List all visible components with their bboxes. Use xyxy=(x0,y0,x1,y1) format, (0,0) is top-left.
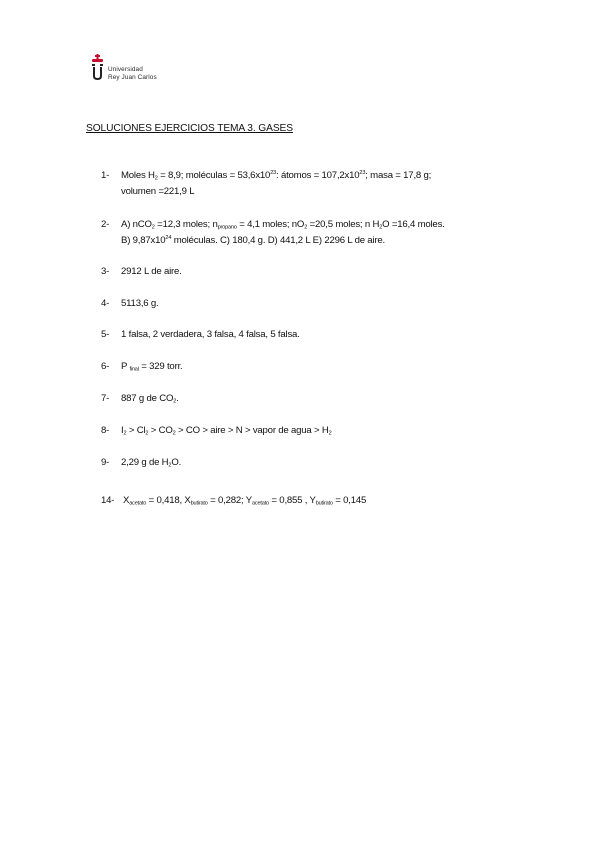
item-1-line-2: volumen =221,9 L xyxy=(121,186,195,197)
subscript: 2 xyxy=(151,224,155,231)
item-number: 5- xyxy=(101,329,110,340)
subscript: 2 xyxy=(328,430,332,437)
text-part: Moles H xyxy=(121,170,155,181)
superscript: 23 xyxy=(270,170,277,176)
superscript: 23 xyxy=(359,170,366,176)
item-7-line xyxy=(121,391,521,407)
text-part: = 0,145 xyxy=(332,495,367,506)
subscript: 2 xyxy=(154,175,158,182)
subscript: 2 xyxy=(379,224,383,231)
item-8-line xyxy=(121,423,521,439)
subscript: propano xyxy=(217,224,237,231)
item-6-line xyxy=(121,359,521,375)
subscript: acetato xyxy=(252,500,269,507)
item-text xyxy=(121,327,521,343)
item-text xyxy=(121,217,521,249)
item-number: 14- xyxy=(101,495,115,506)
text-part: X xyxy=(123,495,130,506)
item-number: 2- xyxy=(101,219,110,230)
university-crest-icon xyxy=(89,54,107,82)
text-part: = 8,9; moléculas = 53,6x10 xyxy=(157,170,271,181)
subscript: 2 xyxy=(168,462,172,469)
text-part xyxy=(121,168,431,184)
item-text xyxy=(121,296,521,312)
text-part: = 329 torr. xyxy=(138,361,183,372)
subscript: 2 xyxy=(123,430,127,437)
text-part: 2,29 g de H xyxy=(121,457,169,468)
item-text xyxy=(123,493,523,509)
item-1-line-1 xyxy=(121,168,488,184)
superscript: 24 xyxy=(165,235,172,241)
item-9-line xyxy=(121,455,521,471)
text-part: . xyxy=(176,393,179,404)
subscript: 2 xyxy=(172,430,176,437)
text-part: =12,3 moles; n xyxy=(154,219,218,230)
text-part: = 0,855 , Y xyxy=(268,495,316,506)
subscript: 2 xyxy=(145,430,149,437)
item-number: 7- xyxy=(101,393,110,404)
text-part: =20,5 moles; n H xyxy=(307,219,380,230)
subscript: butirato xyxy=(315,500,333,507)
item-number: 1- xyxy=(101,170,110,181)
subscript: butirato xyxy=(190,500,208,507)
subscript: 2 xyxy=(173,398,177,405)
item-14-line xyxy=(123,493,523,509)
text-part: O =16,4 moles. xyxy=(382,219,445,230)
text-part: moléculas. C) 180,4 g. D) 441,2 L E) 2296 L de aire. xyxy=(171,235,385,246)
item-number: 8- xyxy=(101,425,110,436)
subscript: final xyxy=(129,366,139,373)
text-part: = 4,1 moles; nO xyxy=(236,219,305,230)
item-text xyxy=(121,423,521,439)
university-logo xyxy=(89,54,179,82)
university-name-line1: Universidad xyxy=(108,66,143,73)
item-text xyxy=(121,455,521,471)
text-part: 887 g de CO xyxy=(121,393,174,404)
text-part: A) nCO xyxy=(121,219,152,230)
page-title: SOLUCIONES EJERCICIOS TEMA 3. GASES xyxy=(86,123,293,134)
text-part: P xyxy=(121,361,130,372)
text-part: : átomos = 107,2x10 xyxy=(276,170,360,181)
university-name xyxy=(108,66,157,81)
item-2-line-2 xyxy=(121,233,521,249)
item-5-line: 1 falsa, 2 verdadera, 3 falsa, 4 falsa, 5 falsa. xyxy=(121,329,300,340)
text-part: ; masa = 17,8 g; xyxy=(365,170,432,181)
item-number: 4- xyxy=(101,298,110,309)
item-3-line: 2912 L de aire. xyxy=(121,266,182,277)
item-number: 6- xyxy=(101,361,110,372)
item-number: 3- xyxy=(101,266,110,277)
item-4-line: 5113,6 g. xyxy=(121,298,159,309)
subscript: acetato xyxy=(129,500,147,507)
item-text xyxy=(121,264,521,280)
university-name-line2: Rey Juan Carlos xyxy=(108,73,157,81)
text-part: > CO xyxy=(148,425,173,436)
subscript: 2 xyxy=(304,224,308,231)
text-part: O. xyxy=(171,457,182,468)
item-number: 9- xyxy=(101,457,110,468)
text-part: > Cl xyxy=(126,425,146,436)
item-text xyxy=(121,359,521,375)
text-part: > CO > aire > N > vapor de agua > H xyxy=(175,425,329,436)
item-text xyxy=(121,391,521,407)
text-part: = 0,282; Y xyxy=(207,495,253,506)
item-text xyxy=(121,168,521,200)
text-part: B) 9,87x10 xyxy=(121,235,166,246)
text-part: = 0,418, X xyxy=(146,495,191,506)
item-2-line-1 xyxy=(121,217,521,233)
text-part: I xyxy=(121,425,124,436)
